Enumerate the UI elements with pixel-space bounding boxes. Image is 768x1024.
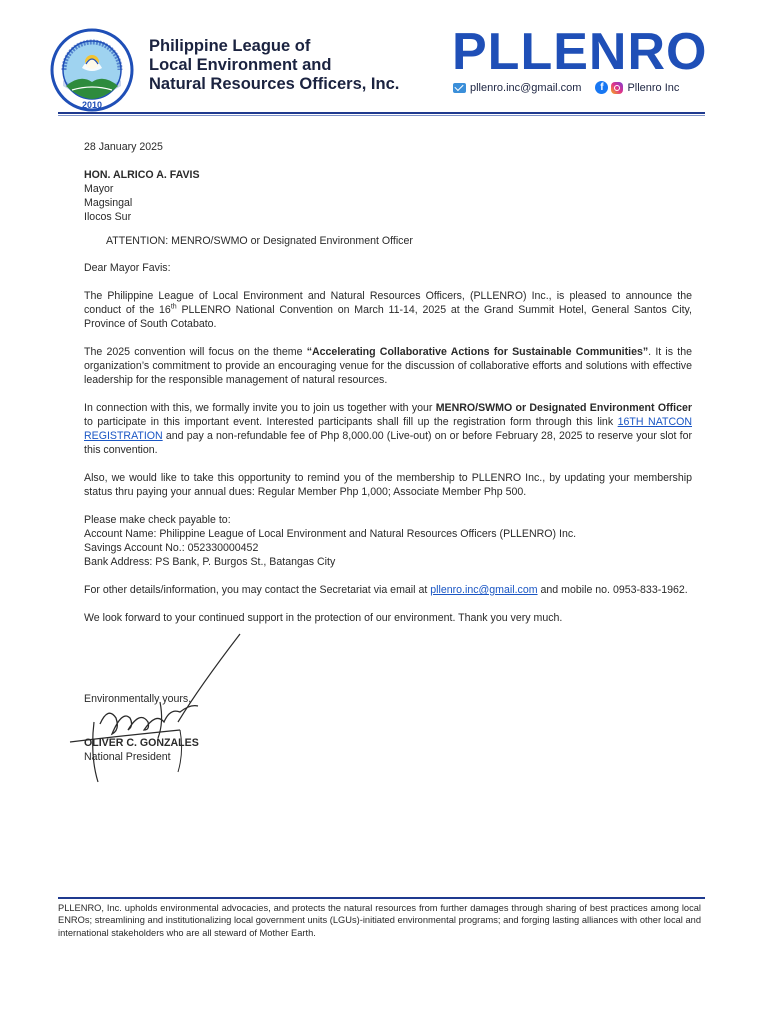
payment-intro: Please make check payable to:: [84, 514, 231, 526]
complimentary-close: Environmentally yours,: [84, 693, 192, 705]
recipient-position: Mayor: [84, 183, 114, 195]
payment-account-name: Account Name: Philippine League of Local Environment and Natural Resources Officers (PLLENRO) Inc.: [84, 528, 577, 540]
header-email[interactable]: pllenro.inc@gmail.com: [470, 81, 582, 94]
p1-superscript: th: [170, 303, 177, 311]
p3-bold-officer: MENRO/SWMO or Designated Environment Officer: [435, 402, 692, 414]
salutation: Dear Mayor Favis:: [84, 262, 171, 274]
attention-line: ATTENTION: MENRO/SWMO or Designated Environment Officer: [106, 235, 413, 247]
header-social-handle: Pllenro Inc: [627, 81, 680, 94]
letter-date: 28 January 2025: [84, 141, 163, 153]
signer-name: OLIVER C. GONZALES: [84, 737, 199, 749]
org-name-line-3: Natural Resources Officers, Inc.: [149, 75, 400, 93]
p2-text-b: . It is the organization’s commitment to provide an encouraging venue for the discussion of collaborative efforts and solutions with effective leadership for the responsible management of natural resources.: [84, 346, 692, 386]
recipient-town: Magsingal: [84, 197, 133, 209]
p2-text-a: The 2025 convention will focus on the theme: [84, 346, 307, 358]
header-contacts: [453, 81, 679, 94]
paragraph-membership: Also, we would like to take this opportunity to remind you of the membership to PLLENRO Inc., by updating your membership status thru paying your annual dues: Regular Member Php 1,000; Associate Member Php 500.: [84, 472, 692, 498]
signer-title: National President: [84, 751, 171, 763]
recipient-province: Ilocos Sur: [84, 211, 132, 223]
recipient-address: [84, 168, 692, 224]
payment-details: [84, 513, 692, 569]
payment-account-number: Savings Account No.: 052330000452: [84, 542, 259, 554]
header-divider: [58, 112, 705, 114]
paragraph-announcement: [84, 289, 692, 331]
facebook-icon: f: [595, 81, 608, 94]
paragraph-contact: [84, 583, 692, 597]
footer-mission-statement: PLLENRO, Inc. upholds environmental advocacies, and protects the natural resources from further damages through sharing of best practices among local ENROs; streamlining and institutionalizing local government units (LGUs)-initiated environmental programs; and forging lasting alliances with other local and international stakeholders who are all steward of Mother Earth.: [58, 903, 701, 938]
letter-body: [84, 140, 692, 639]
handwritten-signature: [60, 626, 250, 786]
recipient-name: HON. ALRICO A. FAVIS: [84, 169, 200, 181]
paragraph-invitation: [84, 401, 692, 457]
footer-divider: [58, 897, 705, 899]
p1-text-b: PLLENRO National Convention on March 11-14, 2025 at the Grand Summit Hotel, General Santos City, Province of South Cotabato.: [84, 304, 693, 330]
registration-link[interactable]: 16TH NATCON REGISTRATION: [84, 416, 692, 442]
seal-year: 2010: [81, 100, 103, 110]
organization-name: [149, 37, 399, 94]
p5-text-a: For other details/information, you may contact the Secretariat via email at: [84, 584, 431, 596]
p3-text-a: In connection with this, we formally invite you to join us together with your: [84, 402, 436, 414]
p3-text-c: and pay a non-refundable fee of Php 8,000.00 (Live-out) on or before February 28, 2025 to reserve your slot for this convention.: [84, 430, 692, 456]
org-name-line-1: Philippine League of: [149, 37, 311, 55]
pllenro-seal-logo: [50, 28, 134, 112]
brand-wordmark: PLLENRO: [452, 23, 708, 81]
instagram-icon: [611, 82, 623, 94]
org-name-line-2: Local Environment and: [149, 56, 332, 74]
header-divider-thin: [58, 115, 705, 116]
p3-text-b: to participate in this important event. Interested participants shall fill up the registration form through this link: [84, 416, 618, 428]
paragraph-theme: [84, 345, 692, 387]
paragraph-closing: We look forward to your continued support in the protection of our environment. Thank you very much.: [84, 612, 563, 624]
secretariat-email-link[interactable]: pllenro.inc@gmail.com: [430, 584, 538, 596]
p1-text-a: The Philippine League of Local Environment and Natural Resources Officers, (PLLENRO) Inc., is pleased to announce the conduct of the 16: [84, 290, 692, 316]
convention-theme: “Accelerating Collaborative Actions for Sustainable Communities”: [306, 346, 649, 358]
mail-icon: [453, 83, 466, 93]
payment-bank-address: Bank Address: PS Bank, P. Burgos St., Batangas City: [84, 556, 336, 568]
p5-text-b: and mobile no. 0953-833-1962.: [537, 584, 688, 596]
